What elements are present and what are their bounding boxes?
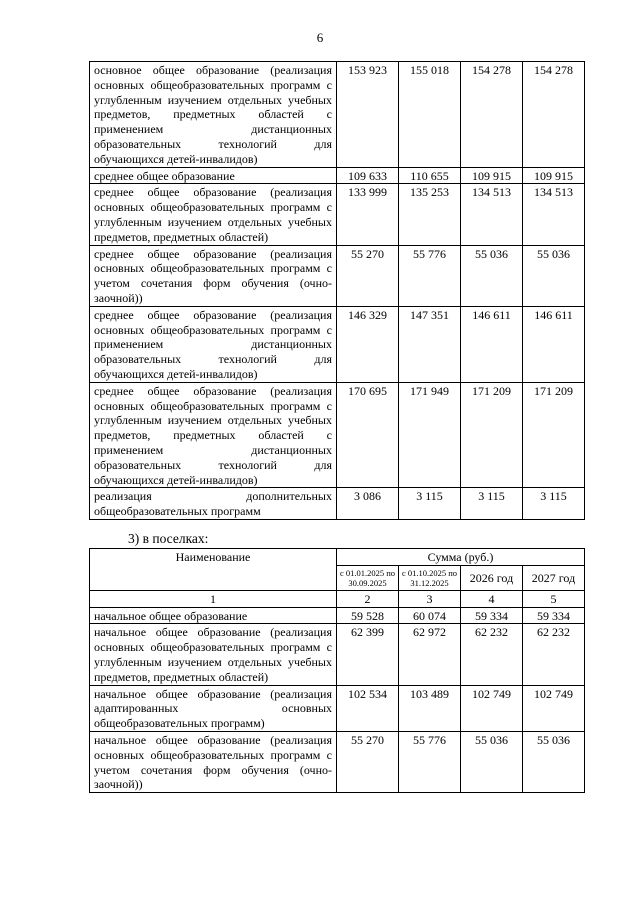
table-row	[90, 488, 585, 520]
row-name: начальное общее образование (реализация основных общеобразовательных программ с углубленным изучением отдельных учебных предметов, предметных областей)	[90, 624, 337, 685]
row-name: реализация дополнительных общеобразовательных программ	[90, 488, 337, 520]
row-value: 102 534	[337, 685, 399, 731]
row-value: 146 611	[523, 306, 585, 382]
row-value: 171 949	[399, 382, 461, 488]
header-year-2026: 2026 год	[461, 565, 523, 590]
row-value: 55 036	[461, 731, 523, 792]
table-row	[90, 62, 585, 168]
row-value: 59 334	[461, 607, 523, 624]
table-row	[90, 624, 585, 685]
row-value: 170 695	[337, 382, 399, 488]
row-value: 55 270	[337, 245, 399, 306]
row-value: 146 329	[337, 306, 399, 382]
row-name: начальное общее образование (реализация основных общеобразовательных программ с учетом сочетания форм обучения (очно-заочной))	[90, 731, 337, 792]
tariff-table-continued	[89, 61, 585, 520]
row-value: 62 972	[399, 624, 461, 685]
row-value: 55 036	[523, 245, 585, 306]
row-value: 55 776	[399, 731, 461, 792]
table-row	[90, 306, 585, 382]
table-row	[90, 731, 585, 792]
row-value: 109 633	[337, 167, 399, 184]
row-name: среднее общее образование (реализация основных общеобразовательных программ с учетом сочетания форм обучения (очно-заочной))	[90, 245, 337, 306]
tariff-table-settlements	[89, 548, 585, 793]
row-value: 109 915	[461, 167, 523, 184]
row-value: 55 036	[461, 245, 523, 306]
header-sum: Сумма (руб.)	[337, 549, 585, 566]
row-value: 102 749	[523, 685, 585, 731]
row-value: 62 232	[461, 624, 523, 685]
row-value: 134 513	[523, 184, 585, 245]
row-value: 3 115	[523, 488, 585, 520]
row-name: основное общее образование (реализация основных общеобразовательных программ с углубленным изучением отдельных учебных предметов, предметных областей с применением дистанционных образовательных технологий для обучающихся детей-инвалидов)	[90, 62, 337, 168]
header-period-2: с 01.10.2025 по 31.12.2025	[399, 565, 461, 590]
column-number: 4	[461, 590, 523, 607]
row-name: начальное общее образование (реализация адаптированных основных общеобразовательных программ)	[90, 685, 337, 731]
row-value: 59 334	[523, 607, 585, 624]
row-value: 3 115	[461, 488, 523, 520]
table-row	[90, 382, 585, 488]
column-number: 3	[399, 590, 461, 607]
row-value: 155 018	[399, 62, 461, 168]
row-value: 60 074	[399, 607, 461, 624]
column-number: 2	[337, 590, 399, 607]
column-number: 1	[90, 590, 337, 607]
table-row	[90, 245, 585, 306]
row-name: среднее общее образование	[90, 167, 337, 184]
row-value: 55 776	[399, 245, 461, 306]
row-value: 153 923	[337, 62, 399, 168]
header-year-2027: 2027 год	[523, 565, 585, 590]
row-value: 109 915	[523, 167, 585, 184]
table-row	[90, 167, 585, 184]
row-name: среднее общее образование (реализация основных общеобразовательных программ с применением дистанционных образовательных технологий для обучающихся детей-инвалидов)	[90, 306, 337, 382]
row-value: 59 528	[337, 607, 399, 624]
row-value: 103 489	[399, 685, 461, 731]
page-number: 6	[316, 30, 324, 45]
header-period-1: с 01.01.2025 по 30.09.2025	[337, 565, 399, 590]
row-value: 146 611	[461, 306, 523, 382]
row-value: 171 209	[523, 382, 585, 488]
row-name: начальное общее образование	[90, 607, 337, 624]
row-value: 134 513	[461, 184, 523, 245]
row-name: среднее общее образование (реализация основных общеобразовательных программ с углубленным изучением отдельных учебных предметов, предметных областей)	[90, 184, 337, 245]
row-value: 147 351	[399, 306, 461, 382]
row-value: 62 232	[523, 624, 585, 685]
table-row	[90, 607, 585, 624]
row-value: 62 399	[337, 624, 399, 685]
header-name: Наименование	[90, 549, 337, 591]
table-row	[90, 184, 585, 245]
column-number: 5	[523, 590, 585, 607]
section-title: 3) в поселках:	[128, 531, 209, 546]
row-value: 135 253	[399, 184, 461, 245]
row-value: 154 278	[523, 62, 585, 168]
row-value: 102 749	[461, 685, 523, 731]
row-value: 55 270	[337, 731, 399, 792]
row-name: среднее общее образование (реализация основных общеобразовательных программ с углубленным изучением отдельных учебных предметов, предметных областей с применением дистанционных образовательных технологий для обучающихся детей-инвалидов)	[90, 382, 337, 488]
row-value: 3 086	[337, 488, 399, 520]
row-value: 171 209	[461, 382, 523, 488]
row-value: 55 036	[523, 731, 585, 792]
row-value: 154 278	[461, 62, 523, 168]
row-value: 133 999	[337, 184, 399, 245]
row-value: 110 655	[399, 167, 461, 184]
table-row	[90, 685, 585, 731]
row-value: 3 115	[399, 488, 461, 520]
